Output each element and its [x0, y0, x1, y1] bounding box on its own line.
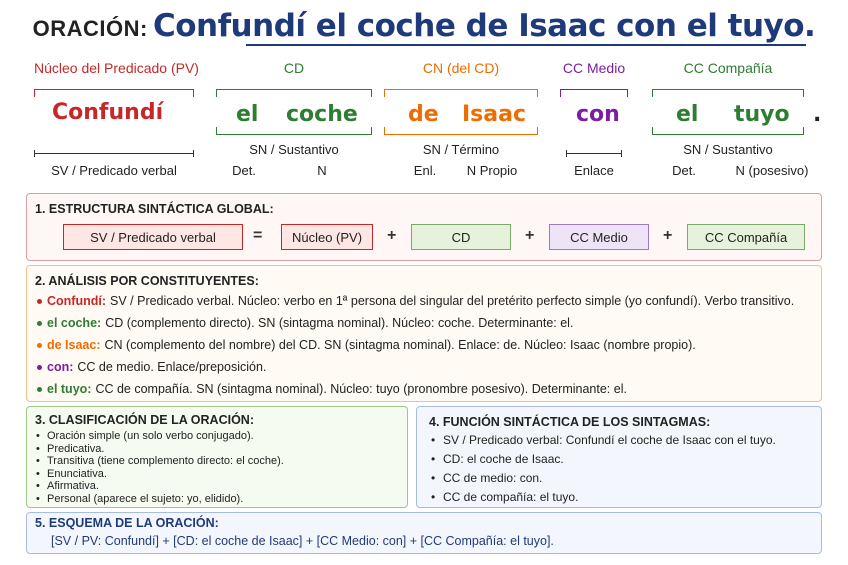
plus-sign: + — [387, 227, 397, 244]
category-det-1: Det. — [232, 163, 256, 178]
section5-heading: 5. ESQUEMA DE LA ORACIÓN: — [35, 516, 219, 530]
bullet-icon — [37, 343, 42, 348]
word-isaac: Isaac — [462, 102, 527, 127]
item-label: el tuyo: — [47, 382, 92, 396]
title-row — [0, 8, 848, 44]
item-label: el coche: — [47, 316, 102, 330]
title-label: ORACIÓN: — [32, 16, 148, 41]
scale-tick — [566, 150, 567, 157]
function-label-cd: CD — [283, 60, 305, 76]
bracket-cd — [216, 89, 372, 97]
bracket-medio — [560, 89, 628, 97]
bullet-icon — [37, 299, 42, 304]
underbracket-compania — [652, 127, 804, 135]
category-det-2: Det. — [672, 163, 696, 178]
bullet-icon — [37, 321, 42, 326]
underbracket-cd — [216, 127, 372, 135]
item-label: con: — [47, 360, 74, 374]
section1-heading: 1. ESTRUCTURA SINTÁCTICA GLOBAL: — [35, 202, 274, 216]
section2-heading: 2. ANÁLISIS POR CONSTITUYENTES: — [35, 274, 259, 288]
box-nucleo: Núcleo (PV) — [281, 224, 373, 250]
plus-sign: + — [663, 227, 673, 244]
category-n-propio: N Propio — [466, 163, 518, 178]
list-item: • Transitiva (tiene complemento directo: el coche). — [33, 455, 284, 468]
box-cc-medio: CC Medio — [549, 224, 649, 250]
group-label-sn-1: SN / Sustantivo — [249, 142, 339, 157]
bracket-pv — [34, 89, 194, 97]
group-label-sn-termino: SN / Término — [422, 142, 500, 157]
scale-tick — [193, 150, 194, 157]
item-text: SV / Predicado verbal. Núcleo: verbo en 1ª persona del singular del pretérito perfecto simple (yo confundí). Verbo transitivo. — [110, 294, 795, 308]
list-item: • Oración simple (un solo verbo conjugado). — [33, 430, 284, 443]
word-el-1: el — [236, 102, 259, 127]
list-item: • CC de compañía: el tuyo. — [427, 488, 776, 507]
word-period: . — [813, 102, 822, 127]
box-cd: CD — [411, 224, 511, 250]
scale-enlace — [566, 153, 622, 154]
word-de: de — [408, 102, 439, 127]
scale-tick — [621, 150, 622, 157]
equals-sign: = — [253, 227, 263, 244]
category-sv: SV / Predicado verbal — [51, 163, 177, 178]
bracket-cn — [384, 89, 538, 97]
scale-tick — [34, 150, 35, 157]
funcion-list — [427, 431, 776, 507]
word-con: con — [576, 102, 620, 127]
item-text: CC de medio. Enlace/preposición. — [77, 360, 267, 374]
bullet-icon — [37, 387, 42, 392]
section3-heading: 3. CLASIFICACIÓN DE LA ORACIÓN: — [35, 413, 254, 427]
title-underline — [246, 44, 806, 46]
panel-clasificacion — [26, 406, 408, 508]
plus-sign: + — [525, 227, 535, 244]
item-text: CN (complemento del nombre) del CD. SN (sintagma nominal). Enlace: de. Núcleo: Isaac (nombre propio). — [104, 338, 696, 352]
item-text: CC de compañía. SN (sintagma nominal). Núcleo: tuyo (pronombre posesivo). Determinante: el. — [95, 382, 627, 396]
clasificacion-list — [33, 430, 284, 506]
title-sentence: Confundí el coche de Isaac con el tuyo. — [152, 8, 816, 44]
word-confundi: Confundí — [52, 100, 164, 125]
scale-sv — [34, 153, 194, 154]
word-coche: coche — [286, 102, 358, 127]
list-item: • CD: el coche de Isaac. — [427, 450, 776, 469]
item-text: CD (complemento directo). SN (sintagma nominal). Núcleo: coche. Determinante: el. — [105, 316, 574, 330]
list-item — [37, 360, 266, 374]
panel-funcion-sintactica — [416, 406, 822, 508]
bullet-icon — [37, 365, 42, 370]
list-item: • SV / Predicado verbal: Confundí el coche de Isaac con el tuyo. — [427, 431, 776, 450]
bracket-compania — [652, 89, 804, 97]
panel-constituyentes — [26, 265, 822, 402]
item-label: Confundí: — [47, 294, 107, 308]
function-label-medio: CC Medio — [562, 60, 626, 76]
box-sv: SV / Predicado verbal — [63, 224, 243, 250]
list-item — [37, 382, 627, 396]
underbracket-cn — [384, 127, 538, 135]
list-item: • Afirmativa. — [33, 480, 284, 493]
panel-esquema — [26, 512, 822, 554]
category-n-1: N — [317, 163, 327, 178]
list-item: • CC de medio: con. — [427, 469, 776, 488]
function-label-cn: CN (del CD) — [422, 60, 500, 76]
list-item — [37, 316, 573, 330]
category-n-posesivo: N (posesivo) — [735, 163, 809, 178]
list-item — [37, 294, 794, 308]
word-tuyo: tuyo — [734, 102, 790, 127]
section4-heading: 4. FUNCIÓN SINTÁCTICA DE LOS SINTAGMAS: — [429, 415, 711, 429]
panel-estructura-global — [26, 193, 822, 261]
item-label: de Isaac: — [47, 338, 101, 352]
scheme-text: [SV / PV: Confundí] + [CD: el coche de Isaac] + [CC Medio: con] + [CC Compañía: el tuyo]. — [51, 534, 554, 548]
list-item: • Enunciativa. — [33, 468, 284, 481]
list-item: • Personal (aparece el sujeto: yo, elidido). — [33, 493, 284, 506]
function-label-compania: CC Compañía — [683, 60, 773, 76]
list-item: • Predicativa. — [33, 443, 284, 456]
list-item — [37, 338, 696, 352]
group-label-sn-2: SN / Sustantivo — [683, 142, 773, 157]
function-label-pv: Núcleo del Predicado (PV) — [34, 60, 199, 76]
box-cc-compania: CC Compañía — [687, 224, 805, 250]
category-enlace: Enlace — [574, 163, 614, 178]
category-enl: Enl. — [413, 163, 437, 178]
word-el-2: el — [676, 102, 699, 127]
